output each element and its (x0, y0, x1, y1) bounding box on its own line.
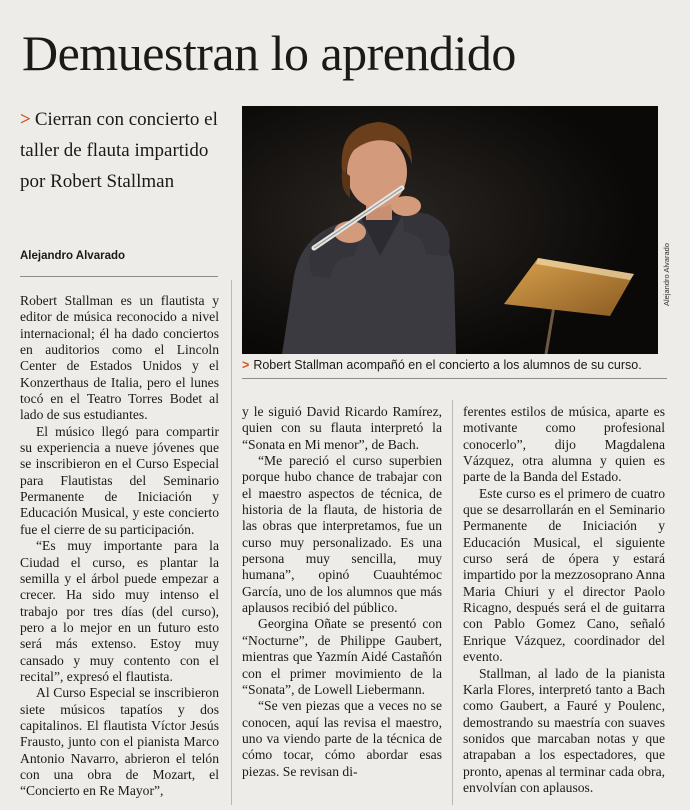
paragraph: Georgina Oñate se presentó con “Nocturne”, de Philippe Gaubert, mientras que Yazmín Aidé Castañón con el primer movimiento de la “Sonata”, de Lowell Liebermann. (242, 616, 442, 697)
paragraph: Robert Stallman es un flautista y editor de música reconocido a nivel internacional; él ha dado conciertos en auditorios como el Lincoln Center de Estados Unidos y el Konzerthaus de Italia, pero el lunes tocó en el Teatro Torres Bodet al lado de sus estudiantes. (20, 293, 219, 423)
column-divider-1 (231, 280, 232, 805)
paragraph: Al Curso Especial se inscribieron siete músicos tapatíos y dos capitalinos. El flautista Víctor Jesús Frausto, junto con el pianista Marco Antonio Navarro, abrieron el telón con una obra de Mozart, el “Concierto en Re Mayor”, (20, 685, 219, 799)
photo-caption (242, 357, 672, 373)
paragraph: Stallman, al lado de la pianista Karla Flores, interpretó tanto a Bach como Gaubert, a Fauré y Poulenc, demostrando su maestría con suaves sonidos que marcaban notas y que atrapaban a los espectadores, que pronto, apenas al terminar cada obra, envolvían con aplausos. (463, 665, 665, 795)
column-divider-2 (452, 400, 453, 805)
article-column-1 (20, 293, 219, 800)
article-column-3 (463, 404, 665, 796)
caption-divider (242, 378, 667, 379)
byline-divider (20, 276, 218, 277)
caption-text: Robert Stallman acompañó en el concierto a los alumnos de su curso. (253, 358, 642, 372)
article-column-2 (242, 404, 442, 780)
byline: Alejandro Alvarado (20, 250, 126, 262)
headline: Demuestran lo aprendido (22, 25, 516, 81)
paragraph: El músico llegó para compartir su experiencia a nueve jóvenes que se inscribieron en el Curso Especial para Flautistas del Seminario Permanente de Iniciación y Educación Musical, y este concierto fue el cierre de su participación. (20, 423, 219, 537)
paragraph: “Me pareció el curso superbien porque hubo chance de trabajar con el maestro aspectos de técnica, de historia de la flauta, de historia de las obras que interpretamos, fue un curso muy personalizado. Es una persona muy sencilla, muy humana”, opinó Cuauhtémoc García, uno de los alumnos que más aplausos recibió del público. (242, 453, 442, 616)
caption-arrow-icon: > (242, 358, 250, 372)
deck-summary (20, 104, 225, 197)
photo-credit: Alejandro Alvarado (662, 243, 671, 306)
paragraph: ferentes estilos de música, aparte es motivante como profesional conocerlo”, dijo Magdalena Vázquez, otra alumna y quien es parte de la Banda del Estado. (463, 404, 665, 485)
paragraph: “Se ven piezas que a veces no se conocen, aquí las revisa el maestro, uno va viendo parte de la técnica de cómo tocar, cómo abordar esas piezas. Se revisan di- (242, 698, 442, 779)
flutist-illustration (242, 106, 658, 354)
concert-photo (242, 106, 658, 354)
deck-arrow-icon: > (20, 109, 31, 130)
deck-text: Cierran con concierto el taller de flauta impartido por Robert Stallman (20, 109, 218, 192)
paragraph: y le siguió David Ricardo Ramírez, quien con su flauta interpretó la “Sonata en Mi menor”, de Bach. (242, 404, 442, 452)
paragraph: Este curso es el primero de cuatro que se desarrollarán en el Seminario Permanente de Iniciación y Educación Musical, el siguiente curso será de ópera y estará impartido por la mezzosoprano Anna Maria Chiuri y el director Paolo Ricagno, después será el de guitarra con Pablo Gomez Cano, señaló Enrique Vázquez, coordinador del evento. (463, 485, 665, 665)
paragraph: “Es muy importante para la Ciudad el curso, es plantar la semilla y el árbol puede empezar a crecer. Ha sido muy intenso el trabajo por tres días (del curso), pero a lo mejor en un futuro esto será más extenso. Estoy muy cansado y muy contento con el recital”, expresó el flautista. (20, 538, 219, 684)
